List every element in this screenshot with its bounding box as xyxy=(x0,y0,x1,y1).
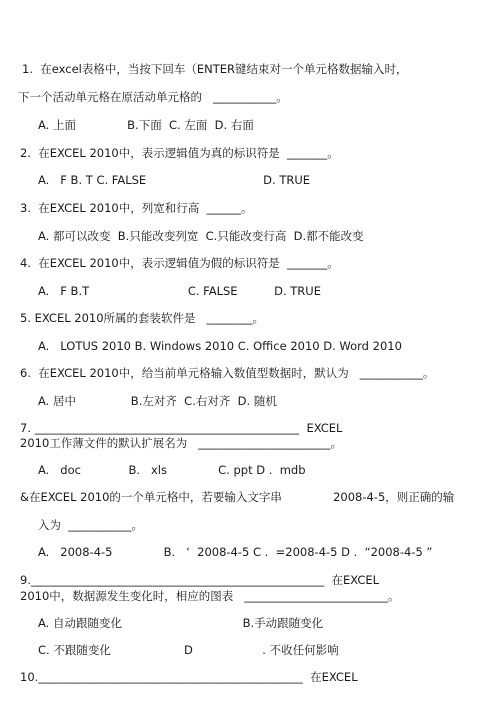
q4-line1: 4. 在EXCEL 2010中，表示逻辑值为假的标识符是 _______。 xyxy=(20,256,339,270)
q4-options: A. F B.T C. FALSE D. TRUE xyxy=(38,284,321,298)
q9-options-1: A. 自动跟随变化 B.手动跟随变化 xyxy=(38,616,324,630)
q7-options: A. doc B. xls C. ppt D . mdb xyxy=(38,463,306,477)
q5-options: A. LOTUS 2010 B. Windows 2010 C. Office 2010 D. Word 2010 xyxy=(38,339,402,353)
q9-line2: 2010中，数据源发生变化时，相应的图表 _________________________。 xyxy=(20,589,400,603)
q3-line1: 3. 在EXCEL 2010中，列宽和行高 ______。 xyxy=(20,201,253,215)
q10-line1: 10.______________________________________________ 在EXCEL xyxy=(20,670,358,684)
q2-options: A. F B. T C. FALSE D. TRUE xyxy=(38,173,311,187)
q1-options: A. 上面 B.下面 C. 左面 D. 右面 xyxy=(38,118,254,132)
q6-line1: 6. 在EXCEL 2010中，给当前单元格输入数值型数据时，默认为 ___________。 xyxy=(20,366,435,380)
q8-line2: 入为 ___________。 xyxy=(38,518,144,532)
q8-line1: &在EXCEL 2010的一个单元格中，若要输入文字串 2008-4-5，则正确的输 xyxy=(20,490,455,504)
q8-options: A. 2008-4-5 B. ‘ 2008-4-5 C . =2008-4-5 D . “2008-4-5 ” xyxy=(38,545,433,559)
q7-line1: 7. ______________________________________________ EXCEL xyxy=(20,421,343,435)
q7-line2: 2010工作薄文件的默认扩展名为 _______________________。 xyxy=(20,436,342,450)
q2-line1: 2. 在EXCEL 2010中，表示逻辑值为真的标识符是 _______。 xyxy=(20,146,339,160)
q3-options: A. 都可以改变 B.只能改变列宽 C.只能改变行高 D.都不能改变 xyxy=(38,229,364,243)
q1-line1: 1. 在excel表格中，当按下回车（ENTER键结束对一个单元格数据输入时， xyxy=(22,62,408,76)
q5-line1: 5. EXCEL 2010所属的套装软件是 ________。 xyxy=(20,311,265,325)
q6-options: A. 居中 B.左对齐 C.右对齐 D. 随机 xyxy=(38,394,277,408)
q9-options-2: C. 不跟随变化 D . 不收任何影响 xyxy=(38,643,339,657)
q9-line1: 9.___________________________________________________ 在EXCEL xyxy=(20,573,380,587)
q1-line2: 下一个活动单元格在原活动单元格的 ___________。 xyxy=(18,90,288,104)
